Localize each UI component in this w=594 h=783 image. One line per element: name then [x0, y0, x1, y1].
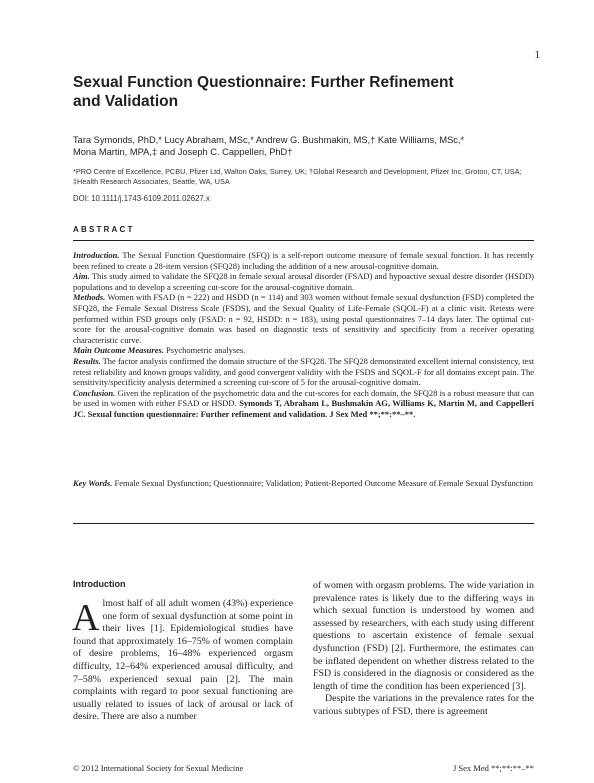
- footer-journal: J Sex Med **;**:**–**: [453, 763, 534, 773]
- abstract-bottom-rule: [73, 523, 534, 524]
- label: Conclusion.: [73, 387, 116, 398]
- article-title: [73, 73, 513, 111]
- label: Main Outcome Measures.: [73, 345, 164, 356]
- text: Given the replication of the psychometric data and the cut-scores for each domain, the SFQ28 is a robust measure that can be used in women with either FSAD or HSDD.: [73, 387, 534, 409]
- label: Results.: [73, 355, 101, 366]
- abstract-methods: [73, 292, 534, 345]
- abstract-introduction: [73, 250, 534, 271]
- title-line-2: and Validation: [73, 93, 179, 110]
- keywords: [73, 478, 534, 489]
- keywords-text: Female Sexual Dysfunction; Questionnaire; Validation; Patient-Reported Outcome Measure of Female Sexual Dysfunction: [112, 478, 533, 488]
- footer-copyright: © 2012 International Society for Sexual Medicine: [73, 763, 244, 773]
- text: The factor analysis confirmed the domain structure of the SFQ28. The SFQ28 demonstrated excellent internal consistency, test retest reliability and known groups validity, and good convergent validity with the FSDS and SQOL-F for all domains except pain. The sensitivity/specificity analysis determined a screening cut-score of 5 for the arousal-cognitive domain.: [73, 355, 534, 388]
- author-list: [73, 134, 543, 158]
- abstract-heading: ABSTRACT: [73, 225, 135, 234]
- text: Psychometric analyses.: [163, 345, 246, 356]
- body-column-right: [313, 580, 534, 719]
- label: Introduction.: [73, 250, 120, 260]
- text: This study aimed to validate the SFQ28 in female sexual arousal disorder (FSAD) and hypoactive sexual desire disorder (HSDD) populations and to develop a screening cut-score for the arousal-cognitive domain.: [73, 271, 534, 292]
- abstract-top-rule: [73, 240, 534, 241]
- intro-right-paragraph-2: Despite the variations in the prevalence rates for the various subtypes of FSD, there is agreement: [313, 693, 534, 717]
- body-column-left: [73, 598, 293, 724]
- page-number: 1: [534, 49, 540, 61]
- authors-line-1: Tara Symonds, PhD,* Lucy Abraham, MSc,* Andrew G. Bushmakin, MS,† Kate Williams, MSc,*: [73, 135, 465, 145]
- intro-paragraph: [73, 598, 293, 724]
- abstract-body: [73, 250, 534, 420]
- doi[interactable]: DOI: 10.1111/j.1743-6109.2011.02627.x: [73, 194, 210, 203]
- intro-right-paragraph-1: of women with orgasm problems. The wide variation in prevalence rates is likely due to the differing ways in which sexual function is understood by women and assessed by researchers, with each study using different questions to ascertain existence of female sexual dysfunction (FSD) [2]. Furthermore, the estimates can be inflated dependent on whether distress related to the FSD is considered in the diagnosis or considered as the length of time the condition has been experienced [3].: [313, 580, 534, 692]
- label: Methods.: [73, 292, 106, 303]
- abstract-results: [73, 356, 534, 388]
- text: Women with FSAD (n = 222) and HSDD (n = 114) and 303 women without female sexual dysfunction (FSD) completed the SFQ28, the Female Sexual Distress Scale (FSDS), and the Sexual Quality of Life-Female (SQOL-F) at a clinic visit. Retests were performed within FSD groups only (FSAD: n = 92, HSDD: n = 183), using postal questionnaires 7–14 days later. The optimal cut-score for the arousal-cognitive domain was based on diagnostic tests of sensitivity and specificity from a receiver operating characteristic curve.: [73, 292, 534, 345]
- abstract-conclusion: [73, 388, 534, 420]
- intro-left-text: lmost half of all adult women (43%) experience one form of sexual dysfunction at some point in their lives [1]. Epidemiological studies have found that approximately 16–75% of women complain of desire problems, 16–48% experienced orgasm difficulty, 12–64% experienced arousal difficulty, and 7–58% experienced sexual pain [2]. The main complaints with regard to poor sexual functioning are usually related to issues of lack of arousal or lack of desire. There are also a number: [73, 598, 293, 723]
- label: Aim.: [73, 271, 90, 282]
- abstract-aim: [73, 271, 534, 292]
- abstract-outcome: [73, 345, 534, 356]
- affiliations: *PRO Centre of Excellence, PCBU, Pfizer Ltd, Walton Oaks, Surrey, UK; †Global Research and Development, Pfizer Inc, Groton, CT, USA; ‡Health Research Associates, Seattle, WA, USA: [73, 167, 522, 186]
- citation: Symonds T, Abraham L, Bushmakin AG, Williams K, Martin M, and Cappelleri JC. Sexual function questionnaire: Further refinement and validation. J Sex Med **;**:**–**.: [73, 398, 534, 419]
- section-heading: Introduction: [73, 579, 126, 589]
- title-line-1: Sexual Function Questionnaire: Further Refinement: [73, 74, 454, 91]
- text: The Sexual Function Questionnaire (SFQ) is a self-report outcome measure of female sexual function. It has recently been refined to create a 28-item version (SFQ28) including the addition of a new arousal-cognitive domain.: [73, 250, 534, 271]
- drop-cap: A: [72, 597, 100, 639]
- keywords-label: Key Words.: [73, 478, 113, 488]
- authors-line-2: Mona Martin, MPA,‡ and Joseph C. Cappelleri, PhD†: [73, 147, 293, 157]
